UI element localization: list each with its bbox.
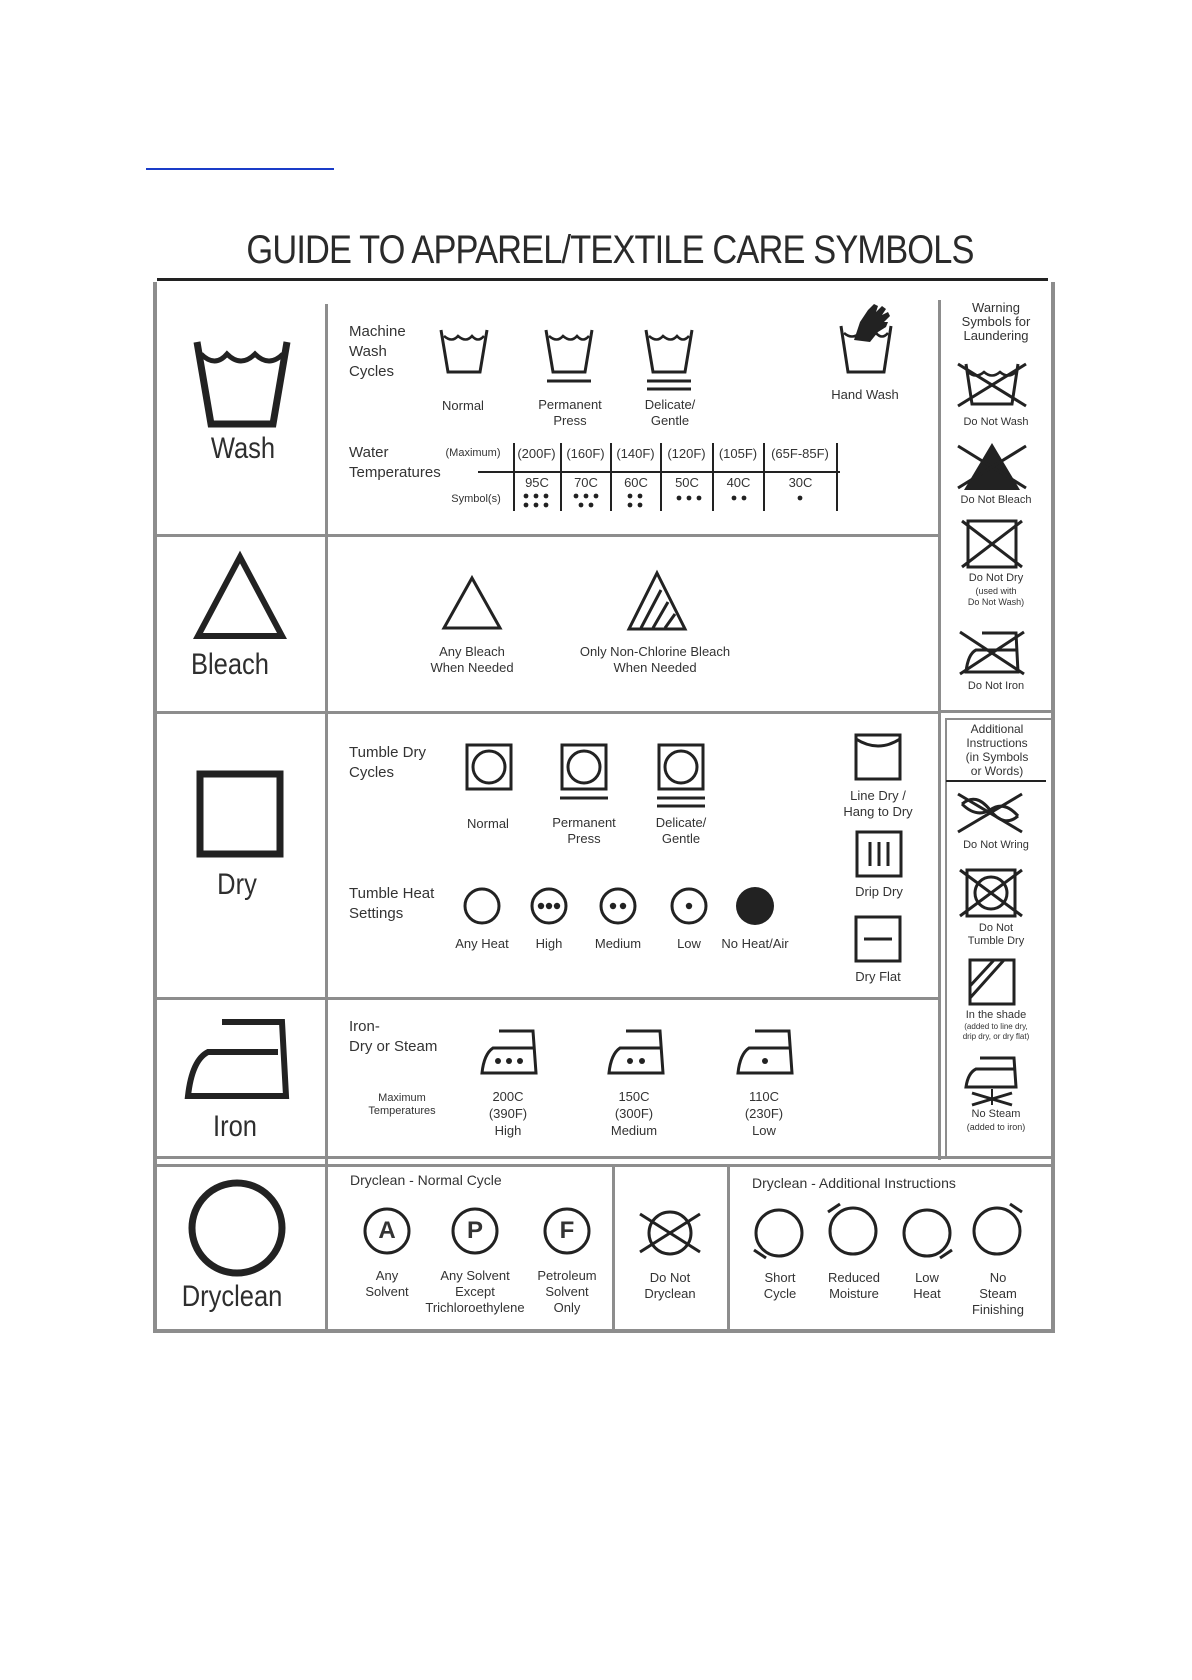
machine-wash-cycles-label: Machine Wash Cycles (349, 323, 406, 380)
low-heat-dryclean-label: Low Heat (913, 1270, 941, 1301)
iron-icon (182, 1016, 292, 1100)
temp-c-40: 40C (726, 475, 751, 490)
hand-wash-icon (838, 300, 894, 376)
iron-low-icon (735, 1028, 795, 1076)
page-title: GUIDE TO APPAREL/TEXTILE CARE SYMBOLS (246, 228, 974, 272)
maximum-label: (Maximum) (445, 447, 501, 459)
wash-delicate-label: Delicate/ Gentle (644, 397, 696, 428)
do-not-wash-icon (956, 360, 1028, 410)
any-solvent-label: Any Solvent (365, 1268, 409, 1299)
iron-medium-label: 150C (300F) Medium (610, 1089, 658, 1138)
temp-f-140: (140F) (616, 446, 655, 461)
do-not-tumble-dry-icon (958, 867, 1024, 919)
temp-c-95: 95C (525, 475, 549, 490)
additional-instructions-heading: Additional Instructions (in Symbols or Words) (965, 722, 1029, 778)
in-the-shade-note: (added to line dry, drip dry, or dry flat) (962, 1022, 1030, 1041)
dry-flat-label: Dry Flat (855, 969, 901, 984)
iron-max-temperatures-label: Maximum Temperatures (368, 1092, 436, 1117)
temp-c-30: 30C (788, 475, 813, 490)
low-heat-dryclean-icon (900, 1206, 954, 1260)
do-not-bleach-icon (956, 440, 1028, 492)
drip-dry-label: Drip Dry (855, 884, 903, 899)
wash-delicate-icon (643, 327, 695, 393)
wash-permanent-press-icon (543, 327, 595, 385)
temp-f-105: (105F) (718, 446, 758, 461)
do-not-iron-icon (956, 628, 1028, 678)
drip-dry-icon (855, 830, 903, 878)
reduced-moisture-icon (826, 1202, 880, 1258)
tumble-normal-icon (465, 743, 513, 791)
high-heat-label: High (535, 936, 563, 951)
no-heat-air-icon (734, 885, 776, 927)
wash-tub-icon (193, 338, 291, 430)
do-not-dryclean-icon (636, 1208, 704, 1258)
do-not-tumble-dry-label: Do Not Tumble Dry (967, 922, 1025, 947)
dryclean-a-letter: A (378, 1217, 396, 1244)
tumble-normal-label: Normal (467, 816, 509, 831)
no-steam-finishing-label: No Steam Finishing (971, 1270, 1025, 1317)
hand-wash-label: Hand Wash (831, 387, 899, 402)
iron-medium-icon (606, 1028, 666, 1076)
tumble-dry-cycles-label: Tumble Dry Cycles (349, 744, 426, 781)
non-chlorine-bleach-label: Only Non-Chlorine Bleach When Needed (579, 644, 731, 675)
any-heat-icon (462, 886, 502, 926)
do-not-iron-label: Do Not Iron (967, 680, 1025, 692)
title-rule (157, 278, 1048, 281)
do-not-dry-note: (used with Do Not Wash) (967, 586, 1025, 607)
warning-heading: Warning Symbols for Laundering (961, 300, 1031, 343)
bleach-triangle-icon (193, 552, 287, 640)
low-heat-label: Low (677, 936, 701, 951)
wash-normal-icon (438, 327, 490, 375)
symbols-label: Symbol(s) (451, 493, 501, 505)
iron-high-icon (479, 1028, 539, 1076)
temp-c-70: 70C (574, 475, 598, 490)
do-not-dryclean-label: Do Not Dryclean (644, 1270, 696, 1301)
do-not-wring-label: Do Not Wring (963, 839, 1029, 851)
medium-heat-label: Medium (594, 936, 642, 951)
temp-c-60: 60C (624, 475, 648, 490)
dry-square-icon (196, 770, 284, 858)
any-bleach-label: Any Bleach When Needed (430, 644, 514, 675)
short-cycle-label: Short Cycle (763, 1270, 797, 1301)
wash-label: Wash (210, 432, 276, 465)
reduced-moisture-label: Reduced Moisture (827, 1270, 881, 1301)
tumble-delicate-label: Delicate/ Gentle (655, 815, 707, 846)
any-bleach-icon (441, 575, 503, 631)
temp-table-rule (478, 471, 840, 473)
do-not-bleach-label: Do Not Bleach (960, 494, 1032, 506)
bleach-label: Bleach (191, 648, 269, 681)
medium-heat-icon (598, 886, 638, 926)
dryclean-normal-cycle-label: Dryclean - Normal Cycle (350, 1172, 502, 1188)
dryclean-additional-label: Dryclean - Additional Instructions (752, 1175, 956, 1191)
in-the-shade-label: In the shade (965, 1009, 1027, 1021)
temp-dot-symbols (514, 492, 836, 512)
do-not-dry-icon (960, 518, 1024, 570)
no-steam-note: (added to iron) (966, 1122, 1026, 1132)
top-link[interactable] (146, 140, 334, 170)
tumble-permanent-press-label: Permanent Press (552, 815, 616, 846)
high-heat-icon (529, 886, 569, 926)
no-steam-label: No Steam (971, 1108, 1021, 1120)
temp-f-200: (200F) (517, 446, 556, 461)
do-not-wring-icon (952, 790, 1028, 836)
dry-label: Dry (217, 868, 257, 901)
dryclean-circle-icon (187, 1178, 287, 1278)
no-steam-finishing-icon (970, 1202, 1024, 1258)
temp-f-65-85: (65F-85F) (771, 446, 829, 461)
wash-normal-label: Normal (442, 398, 484, 413)
petroleum-solvent-label: Petroleum Solvent Only (537, 1268, 597, 1315)
low-heat-icon (669, 886, 709, 926)
temp-f-160: (160F) (566, 446, 605, 461)
line-dry-icon (854, 733, 902, 781)
short-cycle-icon (752, 1206, 806, 1260)
wash-permanent-press-label: Permanent Press (538, 397, 602, 428)
line-dry-label: Line Dry / Hang to Dry (843, 788, 913, 819)
no-steam-icon (956, 1055, 1028, 1107)
iron-dry-steam-label: Iron- Dry or Steam (349, 1018, 438, 1055)
temp-c-50: 50C (675, 475, 699, 490)
any-solvent-except-label: Any Solvent Except Trichloroethylene (425, 1268, 525, 1315)
dryclean-p-letter: P (466, 1217, 483, 1244)
water-temperatures-label: Water Temperatures (349, 444, 441, 481)
do-not-dry-label: Do Not Dry (968, 572, 1024, 584)
iron-low-label: 110C (230F) Low (744, 1089, 784, 1138)
do-not-wash-label: Do Not Wash (963, 416, 1029, 428)
iron-high-label: 200C (390F) High (488, 1089, 528, 1138)
non-chlorine-bleach-icon (626, 570, 688, 632)
any-heat-label: Any Heat (455, 936, 509, 951)
tumble-delicate-icon (657, 743, 705, 809)
no-heat-air-label: No Heat/Air (721, 936, 789, 951)
tumble-permanent-press-icon (560, 743, 608, 801)
dryclean-label: Dryclean (181, 1280, 283, 1313)
tumble-heat-settings-label: Tumble Heat Settings (349, 885, 435, 922)
in-the-shade-icon (968, 958, 1016, 1006)
dryclean-f-letter: F (559, 1217, 575, 1244)
iron-label: Iron (213, 1110, 257, 1143)
temp-f-120: (120F) (667, 446, 706, 461)
dry-flat-icon (854, 915, 902, 963)
